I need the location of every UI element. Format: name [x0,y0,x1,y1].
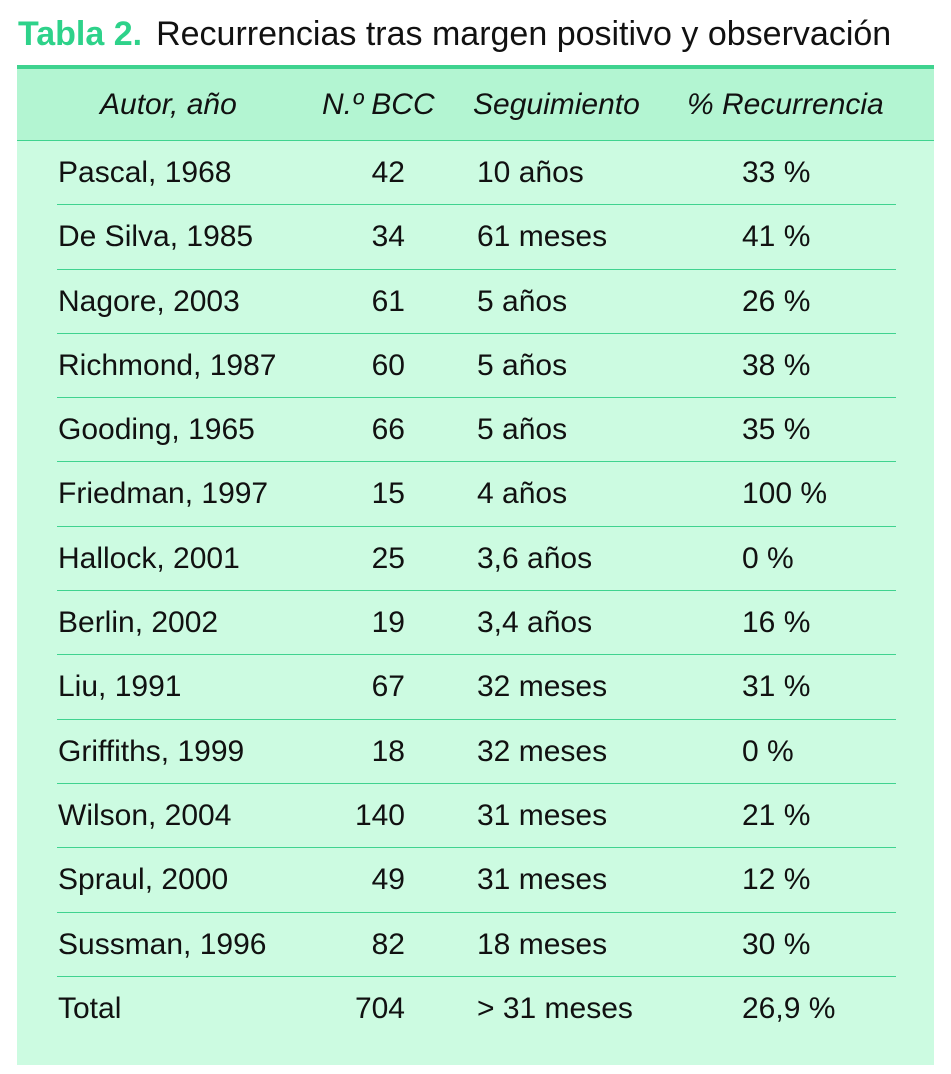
column-header-recurrence: % Recurrencia [687,88,884,121]
cell-bcc: 60 [371,348,405,382]
cell-author: Liu, 1991 [58,670,182,704]
table-row [17,720,934,784]
table-row [17,462,934,526]
cell-recurrence: 35 % [742,413,811,447]
cell-author: De Silva, 1985 [58,220,254,254]
cell-followup: 5 años [477,348,568,382]
cell-author: Gooding, 1965 [58,413,255,447]
cell-bcc: 66 [371,413,405,447]
cell-followup: 3,4 años [477,606,593,640]
table-row [17,784,934,848]
cell-author: Griffiths, 1999 [58,734,245,768]
cell-recurrence: 26 % [742,284,811,318]
table-body [17,141,934,1041]
cell-bcc: 15 [371,477,405,511]
cell-bcc: 140 [354,798,405,832]
cell-author: Sussman, 1996 [58,927,267,961]
cell-followup: 32 meses [477,734,608,768]
table-row [17,591,934,655]
cell-followup: 4 años [477,477,568,511]
table-row [17,655,934,719]
cell-author: Total [58,991,122,1025]
column-header-bcc: N.º BCC [322,88,435,121]
cell-followup: 31 meses [477,863,608,897]
table-row [17,141,934,205]
column-header-author: Autor, año [100,88,237,121]
table-title [18,8,891,60]
cell-recurrence: 0 % [742,541,794,575]
cell-bcc: 19 [371,606,405,640]
cell-recurrence: 0 % [742,734,794,768]
cell-bcc: 61 [371,284,405,318]
cell-author: Friedman, 1997 [58,477,269,511]
cell-bcc: 67 [371,670,405,704]
cell-bcc: 18 [371,734,405,768]
cell-author: Hallock, 2001 [58,541,240,575]
table-row [17,913,934,977]
cell-followup: 10 años [477,156,584,189]
cell-followup: 5 años [477,284,568,318]
cell-recurrence: 100 % [742,477,828,511]
table-row [17,270,934,334]
cell-recurrence: 26,9 % [742,991,836,1025]
cell-author: Wilson, 2004 [58,798,232,832]
cell-author: Spraul, 2000 [58,863,229,897]
cell-author: Nagore, 2003 [58,284,240,318]
cell-bcc: 34 [371,220,405,254]
table-header [17,69,934,141]
cell-author: Pascal, 1968 [58,156,232,189]
cell-bcc: 704 [354,991,405,1025]
column-header-followup: Seguimiento [473,88,640,121]
cell-recurrence: 12 % [742,863,811,897]
cell-followup: 32 meses [477,670,608,704]
cell-followup: 31 meses [477,798,608,832]
cell-followup: 18 meses [477,927,608,961]
cell-followup: 61 meses [477,220,608,254]
cell-recurrence: 33 % [742,156,811,189]
cell-recurrence: 30 % [742,927,811,961]
cell-followup: > 31 meses [477,991,633,1025]
cell-recurrence: 31 % [742,670,811,704]
table-row [17,848,934,912]
table-row [17,334,934,398]
cell-recurrence: 38 % [742,348,811,382]
cell-author: Richmond, 1987 [58,348,277,382]
table-row [17,398,934,462]
cell-recurrence: 41 % [742,220,811,254]
cell-recurrence: 21 % [742,798,811,832]
cell-followup: 5 años [477,413,568,447]
cell-bcc: 49 [371,863,405,897]
table-row [17,527,934,591]
cell-bcc: 42 [371,156,405,189]
cell-author: Berlin, 2002 [58,606,219,640]
table-row [17,205,934,269]
table-caption: Recurrencias tras margen positivo y observación [156,15,892,53]
cell-bcc: 82 [371,927,405,961]
table-row [17,977,934,1041]
cell-bcc: 25 [371,541,405,575]
cell-recurrence: 16 % [742,606,811,640]
table-number: Tabla 2. [18,15,143,53]
cell-followup: 3,6 años [477,541,593,575]
data-table [17,65,934,1065]
